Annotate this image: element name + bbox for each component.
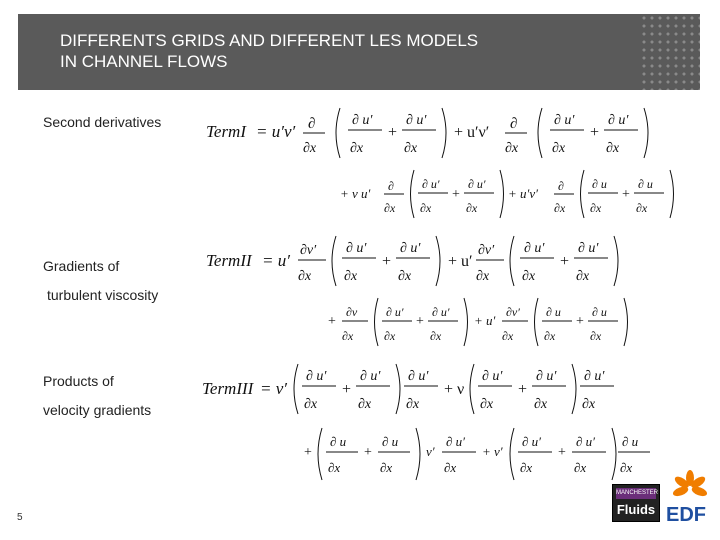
page-number: 5 <box>17 512 23 523</box>
svg-text:+: + <box>518 381 528 398</box>
term-ii-name: TermII <box>206 251 252 270</box>
svg-text:= ν′: = ν′ <box>260 379 287 398</box>
svg-text:∂ u′: ∂ u′ <box>406 113 427 128</box>
label-products-of: Products of <box>43 373 114 389</box>
svg-text:∂x: ∂x <box>544 329 556 343</box>
svg-text:∂ u′: ∂ u′ <box>608 113 629 128</box>
svg-text:∂x: ∂x <box>502 329 514 343</box>
svg-text:∂ u′: ∂ u′ <box>522 434 542 449</box>
svg-text:∂x: ∂x <box>636 201 648 215</box>
svg-text:∂ u′: ∂ u′ <box>554 113 575 128</box>
svg-text:∂x: ∂x <box>298 269 312 284</box>
svg-text:∂ u′: ∂ u′ <box>432 305 450 319</box>
svg-text:∂ u′: ∂ u′ <box>400 241 421 256</box>
svg-text:∂: ∂ <box>558 179 564 193</box>
svg-text:∂ u′: ∂ u′ <box>536 369 557 384</box>
svg-text:+: + <box>452 187 460 202</box>
svg-text:∂x: ∂x <box>380 460 393 475</box>
svg-text:∂x: ∂x <box>480 397 494 412</box>
svg-text:+ ν′: + ν′ <box>482 444 503 459</box>
svg-text:∂ν′: ∂ν′ <box>506 305 520 319</box>
svg-text:∂x: ∂x <box>574 460 587 475</box>
svg-text:+: + <box>622 187 630 202</box>
svg-text:∂ u: ∂ u <box>592 177 607 191</box>
svg-text:∂ u′: ∂ u′ <box>352 113 373 128</box>
svg-text:∂x: ∂x <box>552 141 566 156</box>
svg-text:+: + <box>342 381 352 398</box>
svg-text:∂ u′: ∂ u′ <box>584 369 605 384</box>
svg-text:∂ u: ∂ u <box>330 434 347 449</box>
svg-text:∂x: ∂x <box>420 201 432 215</box>
svg-text:∂x: ∂x <box>344 269 358 284</box>
svg-text:∂ u′: ∂ u′ <box>446 434 466 449</box>
svg-text:∂ν′: ∂ν′ <box>300 243 317 258</box>
svg-text:+ u′ν′: + u′ν′ <box>508 186 538 201</box>
svg-text:+ u′: + u′ <box>448 253 473 270</box>
svg-text:∂x: ∂x <box>304 397 318 412</box>
fluids-logo-word: Fluids <box>616 502 656 517</box>
svg-text:∂x: ∂x <box>404 141 418 156</box>
svg-text:∂ν: ∂ν <box>346 305 358 319</box>
term-iii-name: TermIII <box>202 379 254 398</box>
svg-text:∂x: ∂x <box>350 141 364 156</box>
svg-text:ν′: ν′ <box>426 444 435 459</box>
svg-text:+ ν: + ν <box>444 381 465 398</box>
slide-title-line2: IN CHANNEL FLOWS <box>60 52 228 71</box>
svg-text:+: + <box>364 445 372 460</box>
svg-text:∂ u: ∂ u <box>638 177 653 191</box>
svg-text:∂ u: ∂ u <box>622 434 639 449</box>
svg-text:∂x: ∂x <box>342 329 354 343</box>
svg-text:∂ u′: ∂ u′ <box>578 241 599 256</box>
equation-term-iii <box>198 356 668 486</box>
svg-text:∂x: ∂x <box>406 397 420 412</box>
label-gradients-of: Gradients of <box>43 258 120 274</box>
label-second-derivatives: Second derivatives <box>43 114 162 130</box>
svg-text:+: + <box>304 445 312 460</box>
svg-text:+: + <box>388 124 398 141</box>
svg-text:+: + <box>328 314 336 329</box>
manchester-fluids-logo <box>612 484 660 522</box>
svg-text:∂x: ∂x <box>620 460 633 475</box>
svg-text:∂x: ∂x <box>444 460 457 475</box>
svg-text:∂x: ∂x <box>358 397 372 412</box>
svg-text:∂ u′: ∂ u′ <box>360 369 381 384</box>
svg-text:∂ u′: ∂ u′ <box>346 241 367 256</box>
svg-text:∂x: ∂x <box>582 397 596 412</box>
svg-text:∂x: ∂x <box>554 201 566 215</box>
svg-text:∂x: ∂x <box>505 141 519 156</box>
svg-text:∂: ∂ <box>510 116 518 132</box>
svg-text:∂x: ∂x <box>590 201 602 215</box>
label-velocity-gradients: velocity gradients <box>43 402 152 418</box>
svg-text:∂x: ∂x <box>466 201 478 215</box>
svg-text:+: + <box>382 253 392 270</box>
svg-text:= u′: = u′ <box>262 251 290 270</box>
svg-text:+: + <box>590 124 600 141</box>
term-i-name: TermI <box>206 122 246 141</box>
svg-text:∂x: ∂x <box>590 329 602 343</box>
slide-title <box>60 30 478 72</box>
svg-text:∂ u: ∂ u <box>382 434 399 449</box>
svg-text:∂x: ∂x <box>606 141 620 156</box>
fluids-logo-top-text: MANCHESTER <box>616 488 656 499</box>
svg-text:∂x: ∂x <box>576 269 590 284</box>
svg-text:+: + <box>416 314 424 329</box>
svg-text:+ u′ν′: + u′ν′ <box>454 124 490 141</box>
equation-term-i <box>200 100 680 220</box>
svg-text:∂: ∂ <box>388 179 394 193</box>
svg-text:∂x: ∂x <box>430 329 442 343</box>
svg-text:∂x: ∂x <box>384 329 396 343</box>
svg-text:∂ u: ∂ u <box>546 305 561 319</box>
svg-text:∂x: ∂x <box>476 269 490 284</box>
svg-text:∂x: ∂x <box>534 397 548 412</box>
svg-text:∂x: ∂x <box>398 269 412 284</box>
svg-text:∂ u′: ∂ u′ <box>422 177 440 191</box>
svg-text:+: + <box>558 445 566 460</box>
svg-text:∂ u′: ∂ u′ <box>386 305 404 319</box>
dot-pattern-decoration <box>640 14 700 90</box>
svg-text:∂ u′: ∂ u′ <box>482 369 503 384</box>
svg-text:∂x: ∂x <box>328 460 341 475</box>
svg-text:∂x: ∂x <box>522 269 536 284</box>
svg-text:∂: ∂ <box>308 116 316 132</box>
svg-text:∂ u′: ∂ u′ <box>576 434 596 449</box>
svg-text:+ u′: + u′ <box>474 313 496 328</box>
svg-text:∂ν′: ∂ν′ <box>478 243 495 258</box>
svg-text:∂ u′: ∂ u′ <box>408 369 429 384</box>
svg-text:+: + <box>576 314 584 329</box>
svg-text:∂x: ∂x <box>303 141 317 156</box>
svg-text:+ ν u′: + ν u′ <box>340 186 371 201</box>
svg-text:∂x: ∂x <box>520 460 533 475</box>
svg-text:∂ u′: ∂ u′ <box>524 241 545 256</box>
slide-title-line1: DIFFERENTS GRIDS AND DIFFERENT LES MODELS <box>60 31 479 50</box>
svg-text:∂x: ∂x <box>384 201 396 215</box>
equation-term-ii <box>200 228 660 348</box>
svg-text:+: + <box>560 253 570 270</box>
svg-text:∂ u: ∂ u <box>592 305 607 319</box>
title-banner <box>18 14 700 90</box>
svg-text:∂ u′: ∂ u′ <box>306 369 327 384</box>
svg-text:= u′ν′: = u′ν′ <box>256 122 296 141</box>
label-turbulent-viscosity: turbulent viscosity <box>47 287 159 303</box>
svg-text:∂ u′: ∂ u′ <box>468 177 486 191</box>
edf-logo-text: EDF <box>666 504 706 526</box>
